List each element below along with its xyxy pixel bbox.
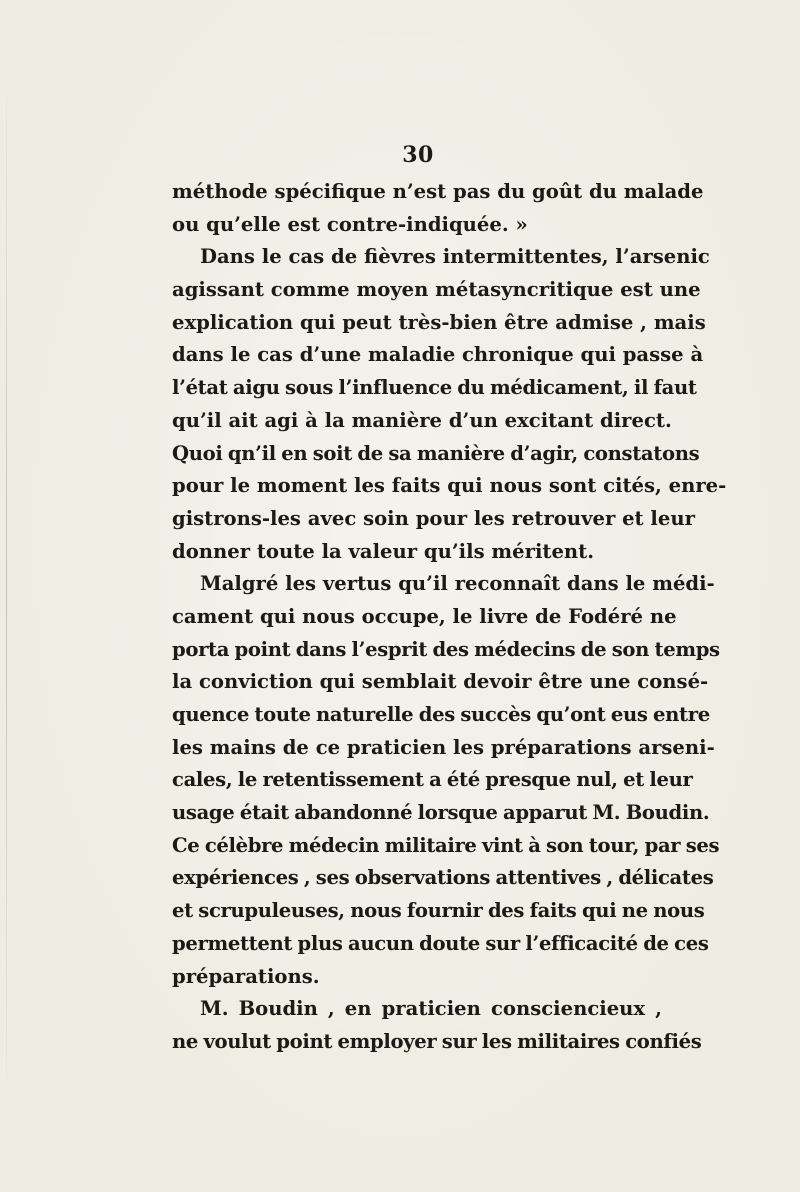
text-line: donner toute la valeur qu’ils méritent. (172, 539, 595, 563)
text-line: porta point dans l’esprit des médecins de son temps (172, 637, 720, 661)
text-line: Malgré les vertus qu’il reconnaît dans le médi- (200, 572, 715, 596)
text-line: ne voulut point employer sur les militaires confiés (172, 1029, 702, 1053)
text-line: agissant comme moyen métasyncritique est une (172, 278, 701, 302)
text-line: cament qui nous occupe, le livre de Fodéré ne (172, 604, 677, 628)
text-line: dans le cas d’une maladie chronique qui passe à (172, 343, 704, 367)
text-line: usage était abandonné lorsque apparut M. Boudin. (172, 801, 710, 825)
text-line: quence toute naturelle des succès qu’ont eus entre (172, 703, 710, 726)
text-line: Dans le cas de fièvres intermittentes, l’arsenic (200, 245, 710, 269)
body-text (172, 176, 727, 1059)
text-line: préparations. (172, 964, 320, 988)
text-line: et scrupuleuses, nous fournir des faits qui ne nous (172, 899, 705, 923)
text-line: pour le moment les faits qui nous sont cités, enre- (172, 474, 727, 498)
text-line: Ce célèbre médecin militaire vint à son tour, par ses (172, 833, 720, 857)
page-edge-shadow (6, 40, 7, 1140)
text-line: méthode spécifique n’est pas du goût du malade (172, 180, 704, 203)
text-line: expériences , ses observations attentives , délicates (172, 866, 714, 890)
text-line: Quoi qn’il en soit de sa manière d’agir, constatons (172, 441, 700, 465)
text-line: qu’il ait agi à la manière d’un excitant direct. (172, 408, 672, 432)
text-line: les mains de ce praticien les préparations arseni- (172, 735, 715, 759)
text-line: explication qui peut très-bien être admise , mais (172, 310, 706, 334)
text-line: permettent plus aucun doute sur l’efficacité de ces (172, 931, 709, 955)
text-line: l’état aigu sous l’influence du médicament, il faut (172, 376, 697, 400)
text-line: M. Boudin , en praticien consciencieux , (200, 997, 662, 1021)
text-line: la conviction qui semblait devoir être une consé- (172, 670, 709, 694)
text-line: ou qu’elle est contre-indiquée. » (172, 212, 528, 236)
page-number: 30 (402, 142, 434, 168)
text-line: cales, le retentissement a été presque nul, et leur (172, 768, 693, 792)
text-line: gistrons-les avec soin pour les retrouver et leur (172, 506, 695, 530)
